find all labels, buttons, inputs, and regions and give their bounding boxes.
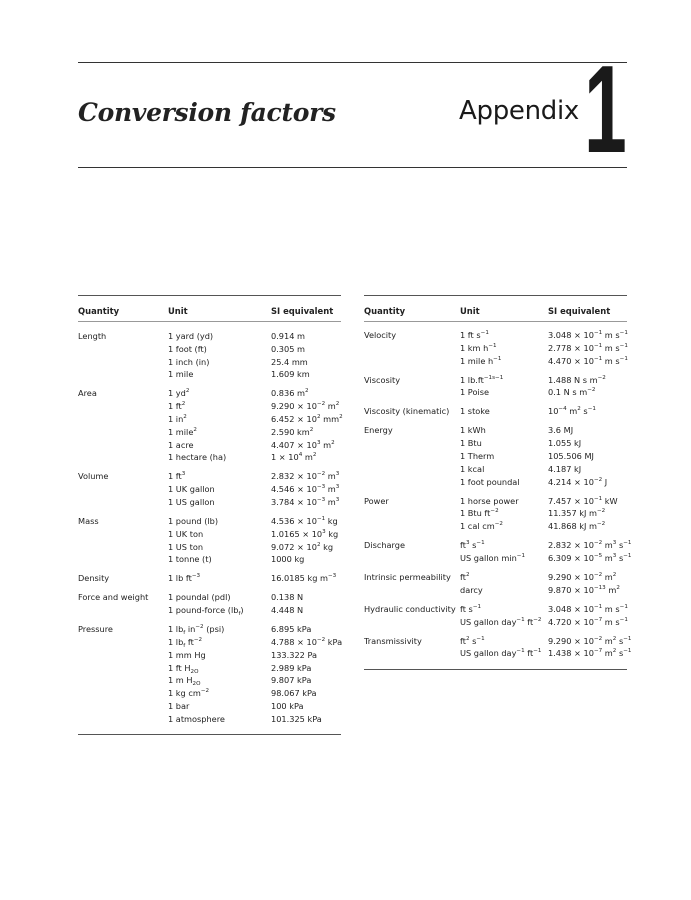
si-equivalent-cell: 4.448 N xyxy=(271,605,304,616)
quantity-label: Power xyxy=(364,495,389,506)
quantity-label: Transmissivity xyxy=(364,635,422,646)
si-equivalent-cell: $4.720 \times 10^{-7}$ m $s^{-1}$ xyxy=(548,616,628,627)
si-equivalent-cell: 25.4 mm xyxy=(271,356,308,367)
unit-cell: 1 Btu $ft^{-2}$ xyxy=(460,508,499,519)
si-equivalent-cell: 0.138 N xyxy=(271,592,304,603)
si-equivalent-cell: $6.452 \times 10^2$ $mm^2$ xyxy=(271,414,343,424)
unit-cell: 1 UK ton xyxy=(168,528,204,539)
unit-cell: 1 km $h^{-1}$ xyxy=(460,342,497,353)
column-header-unit: Unit xyxy=(168,306,188,316)
unit-cell: 1 $lb_f$ $ft^{-2}$ xyxy=(168,637,203,649)
si-equivalent-cell: 0.914 m xyxy=(271,331,306,341)
si-equivalent-cell: 41.868 kJ $m^{-2}$ xyxy=(548,521,606,532)
unit-cell: 1 inch (in) xyxy=(168,356,210,367)
si-equivalent-cell: $2.832 \times 10^{-2}$ $m^3$ xyxy=(271,471,340,482)
si-equivalent-cell: 6.895 kPa xyxy=(271,624,312,635)
unit-cell: 1 kWh xyxy=(460,425,486,436)
si-equivalent-cell: 0.1 N s $m^{-2}$ xyxy=(548,387,596,398)
quantity-label: Intrinsic permeability xyxy=(364,572,451,582)
si-equivalent-cell: $2.832 \times 10^{-2}$ $m^3$ $s^{-1}$ xyxy=(548,540,632,551)
unit-cell: 1 hectare (ha) xyxy=(168,452,227,463)
si-equivalent-cell: $3.048 \times 10^{-1}$ m $s^{-1}$ xyxy=(548,330,628,340)
unit-cell: 1 mile xyxy=(168,369,194,380)
quantity-label: Velocity xyxy=(364,330,397,340)
conversion-table-left xyxy=(78,295,341,740)
unit-cell: $ft^2$ xyxy=(460,572,470,582)
si-equivalent-cell: $6.309 \times 10^{-5}$ $m^3$ $s^{-1}$ xyxy=(548,553,632,563)
unit-cell: 1 mm Hg xyxy=(168,649,206,660)
unit-cell: 1 foot poundal xyxy=(460,476,520,487)
table-top-rule xyxy=(78,295,341,296)
unit-cell: 1 Poise xyxy=(460,387,490,398)
unit-cell: 1 US ton xyxy=(168,541,204,552)
si-equivalent-cell: 2.989 kPa xyxy=(271,662,312,673)
column-header-quantity: Quantity xyxy=(364,306,406,316)
table-bottom-rule xyxy=(364,669,627,670)
unit-cell: 1 poundal (pdl) xyxy=(168,592,231,603)
si-equivalent-cell: $9.072 \times 10^2$ kg xyxy=(271,541,334,552)
quantity-label: Length xyxy=(78,331,107,341)
unit-cell: 1 yard (yd) xyxy=(168,331,214,341)
si-equivalent-cell: 1000 kg xyxy=(271,554,305,565)
column-header-quantity: Quantity xyxy=(78,306,120,316)
si-equivalent-cell: 105.506 MJ xyxy=(548,451,594,461)
si-equivalent-cell: $4.536 \times 10^{-1}$ kg xyxy=(271,516,338,526)
quantity-label: Force and weight xyxy=(78,592,149,603)
si-equivalent-cell: $4.546 \times 10^{-3}$ $m^3$ xyxy=(271,484,340,495)
si-equivalent-cell: $4.214 \times 10^{-2}$ J xyxy=(548,476,608,487)
quantity-label: Mass xyxy=(78,516,99,526)
si-equivalent-cell: $9.290 \times 10^{-2}$ $m^2$ xyxy=(548,572,617,582)
unit-cell: 1 Therm xyxy=(460,451,495,461)
si-equivalent-cell: 0.836 $m^2$ xyxy=(271,388,309,399)
si-equivalent-cell: $3.048 \times 10^{-1}$ m $s^{-1}$ xyxy=(548,603,628,614)
si-equivalent-cell: $3.784 \times 10^{-3}$ $m^3$ xyxy=(271,497,340,507)
si-equivalent-cell: 1.609 km xyxy=(271,369,310,380)
si-equivalent-cell: 9.807 kPa xyxy=(271,675,312,686)
quantity-label: Density xyxy=(78,573,110,584)
si-equivalent-cell: 1.488 N s $m^{-2}$ xyxy=(548,374,606,385)
column-header-si: SI equivalent xyxy=(271,306,334,316)
si-equivalent-cell: 101.325 kPa xyxy=(271,713,322,724)
appendix-label: Appendix xyxy=(459,96,579,126)
quantity-label: Hydraulic conductivity xyxy=(364,603,456,614)
unit-cell: 1 m $H_{2O}$ xyxy=(168,675,201,688)
si-equivalent-cell: 1.055 kJ xyxy=(548,438,582,449)
unit-cell: 1 pound (lb) xyxy=(168,516,219,526)
unit-cell: 1 horse power xyxy=(460,495,519,506)
quantity-label: Viscosity (kinematic) xyxy=(364,406,450,417)
si-equivalent-cell: 98.067 kPa xyxy=(271,688,317,699)
si-equivalent-cell: $9.290 \times 10^{-2}$ $m^2$ $s^{-1}$ xyxy=(548,635,632,646)
unit-cell: 1 foot (ft) xyxy=(168,343,207,354)
quantity-label: Viscosity xyxy=(364,374,401,385)
table-header-rule xyxy=(364,321,627,322)
quantity-label: Discharge xyxy=(364,540,406,551)
column-header-si: SI equivalent xyxy=(548,306,611,316)
si-equivalent-cell: 4.187 kJ xyxy=(548,463,582,474)
unit-cell: 1 pound-force $(lb_f)$ xyxy=(168,605,244,618)
si-equivalent-cell: $1.0165 \times 10^3$ kg xyxy=(271,528,339,539)
si-equivalent-cell: $1 \times 10^4$ $m^2$ xyxy=(271,452,317,463)
si-equivalent-cell: 100 kPa xyxy=(271,701,304,711)
unit-cell: 1 $in^2$ xyxy=(168,414,187,424)
unit-cell: 1 UK gallon xyxy=(168,484,215,495)
table-top-rule xyxy=(364,295,627,296)
unit-cell: 1 $lb.ft^{-1s-1}$ xyxy=(460,374,504,385)
si-equivalent-cell: $9.870 \times 10^{-13}$ $m^2$ xyxy=(548,584,620,595)
unit-cell: 1 cal $cm^{-2}$ xyxy=(460,521,503,532)
unit-cell: 1 mile $h^{-1}$ xyxy=(460,355,502,366)
unit-cell: 1 tonne (t) xyxy=(168,554,212,565)
si-equivalent-cell: $4.470 \times 10^{-1}$ m $s^{-1}$ xyxy=(548,355,628,366)
unit-cell: 1 bar xyxy=(168,701,190,711)
unit-cell: 1 acre xyxy=(168,439,194,450)
unit-cell: 1 ft $s^{-1}$ xyxy=(460,330,489,340)
si-equivalent-cell: $10^{-4}$ $m^2$ $s^{-1}$ xyxy=(548,406,596,417)
unit-cell: 1 lb $ft^{-3}$ xyxy=(168,573,201,584)
top-rule xyxy=(78,62,627,63)
column-header-unit: Unit xyxy=(460,306,480,316)
si-equivalent-cell: $1.438 \times 10^{-7}$ $m^2$ $s^{-1}$ xyxy=(548,648,632,659)
si-equivalent-cell: $9.290 \times 10^{-2}$ $m^2$ xyxy=(271,401,340,412)
unit-cell: 1 $ft^2$ xyxy=(168,401,186,412)
header-bottom-rule xyxy=(78,167,627,168)
unit-cell: US gallon day$^{-1}$ $ft^{-1}$ xyxy=(460,648,542,659)
conversion-table-right xyxy=(364,295,632,675)
quantity-label: Energy xyxy=(364,425,393,436)
page-title: Conversion factors xyxy=(78,98,336,127)
unit-cell: 1 Btu xyxy=(460,438,482,449)
appendix-number: 1 xyxy=(584,41,627,179)
si-equivalent-cell: 2.590 $km^2$ xyxy=(271,426,314,437)
unit-cell: US gallon $\min^{-1}$ xyxy=(460,553,526,563)
si-equivalent-cell: 11.357 kJ $m^{-2}$ xyxy=(548,508,606,519)
table-bottom-rule xyxy=(78,734,341,735)
unit-cell: $ft^3$ $s^{-1}$ xyxy=(460,540,485,551)
unit-cell: 1 $yd^2$ xyxy=(168,388,190,399)
unit-cell: 1 $ft^3$ xyxy=(168,471,186,482)
quantity-label: Volume xyxy=(78,471,109,482)
unit-cell: 1 kg $cm^{-2}$ xyxy=(168,688,210,699)
unit-cell: 1 mile$^2$ xyxy=(168,426,197,437)
unit-cell: 1 US gallon xyxy=(168,497,215,507)
unit-cell: US gallon day$^{-1}$ $ft^{-2}$ xyxy=(460,616,542,627)
si-equivalent-cell: $7.457 \times 10^{-1}$ kW xyxy=(548,495,618,506)
unit-cell: 1 ft $H_{2O}$ xyxy=(168,662,199,675)
quantity-label: Pressure xyxy=(78,624,113,635)
unit-cell: 1 stoke xyxy=(460,406,490,417)
unit-cell: 1 atmosphere xyxy=(168,713,225,724)
unit-cell: darcy xyxy=(460,584,483,595)
si-equivalent-cell: $2.778 \times 10^{-1}$ m $s^{-1}$ xyxy=(548,342,628,353)
table-header-rule xyxy=(78,321,341,322)
unit-cell: $ft^2$ $s^{-1}$ xyxy=(460,635,485,646)
unit-cell: 1 $lb_f$ $in^{-2}$ (psi) xyxy=(168,624,225,637)
si-equivalent-cell: 0.305 m xyxy=(271,343,306,354)
si-equivalent-cell: 16.0185 kg $m^{-3}$ xyxy=(271,573,337,584)
unit-cell: 1 kcal xyxy=(460,463,485,474)
si-equivalent-cell: 133.322 Pa xyxy=(271,649,318,660)
unit-cell: ft $s^{-1}$ xyxy=(460,603,482,614)
si-equivalent-cell: $4.788 \times 10^{-2}$ kPa xyxy=(271,637,343,647)
si-equivalent-cell: 3.6 MJ xyxy=(548,425,574,436)
quantity-label: Area xyxy=(78,388,97,399)
si-equivalent-cell: $4.407 \times 10^3$ $m^2$ xyxy=(271,439,335,450)
